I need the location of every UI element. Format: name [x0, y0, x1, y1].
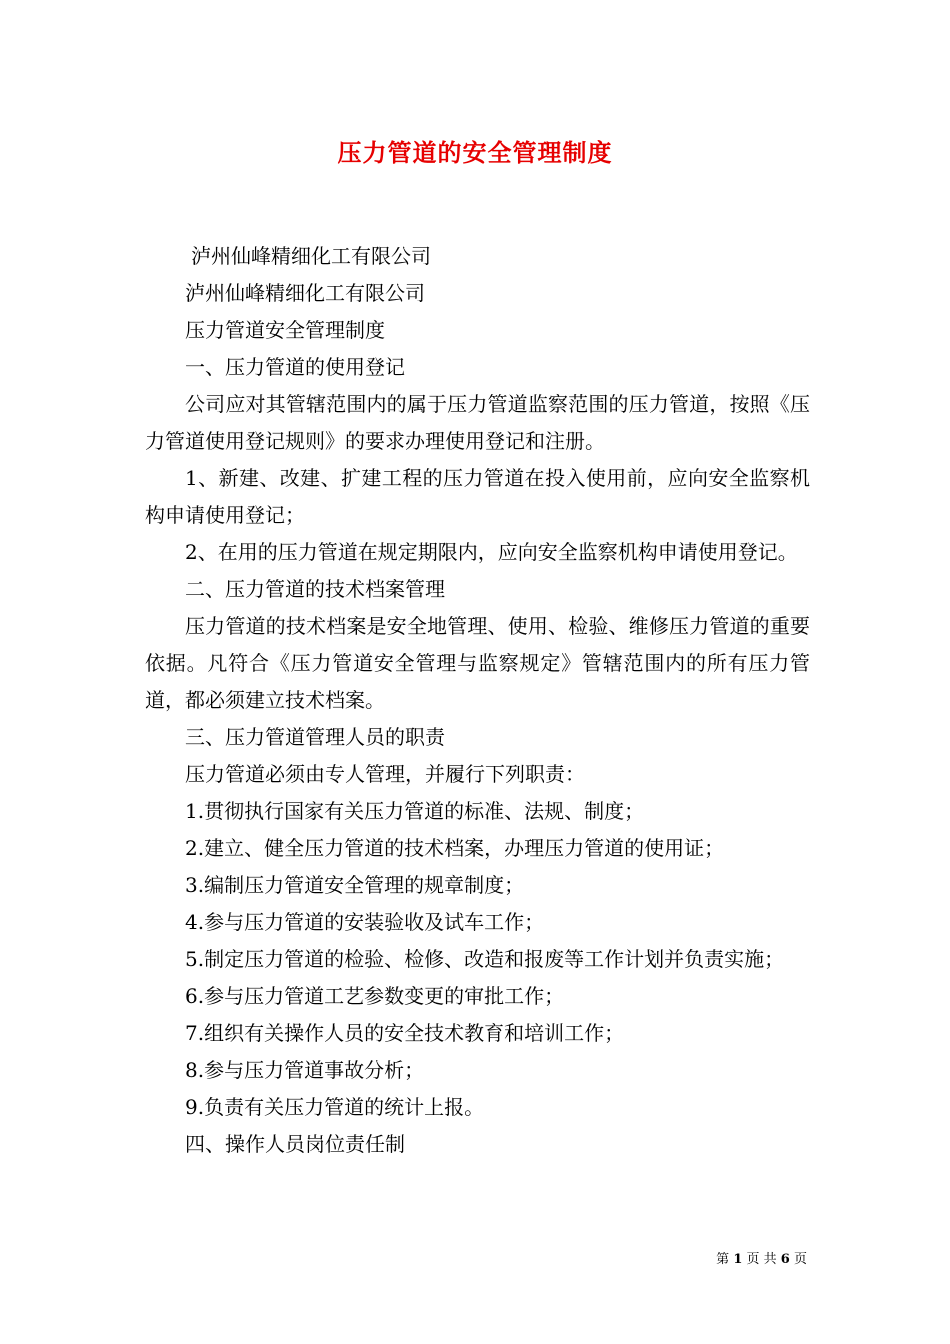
footer-prefix: 第: [716, 1252, 730, 1267]
section-heading-1: 一、压力管道的使用登记: [185, 355, 405, 379]
page-footer: [716, 1248, 807, 1267]
list-item: 6.参与压力管道工艺参数变更的审批工作；: [185, 984, 565, 1008]
list-item: 2.建立、健全压力管道的技术档案，办理压力管道的使用证；: [185, 836, 725, 860]
paragraph-subtitle: 压力管道安全管理制度: [185, 318, 385, 342]
list-item: 9.负责有关压力管道的统计上报。: [185, 1095, 485, 1119]
paragraph: 公司应对其管辖范围内的属于压力管道监察范围的压力管道，按照《压力管道使用登记规则》的要求办理使用登记和注册。: [145, 392, 810, 453]
list-item: 3.编制压力管道安全管理的规章制度；: [185, 873, 525, 897]
section-heading-4: 四、操作人员岗位责任制: [185, 1132, 405, 1156]
footer-suffix: 页: [793, 1252, 807, 1267]
section-heading-3: 三、压力管道管理人员的职责: [185, 725, 445, 749]
paragraph: 压力管道必须由专人管理，并履行下列职责：: [185, 762, 585, 786]
footer-page-total: 6: [780, 1252, 790, 1267]
paragraph: 1、新建、改建、扩建工程的压力管道在投入使用前，应向安全监察机构申请使用登记；: [145, 466, 810, 527]
list-item: 7.组织有关操作人员的安全技术教育和培训工作；: [185, 1021, 625, 1045]
document-body: [145, 238, 810, 1163]
list-item: 4.参与压力管道的安装验收及试车工作；: [185, 910, 545, 934]
list-item: 1.贯彻执行国家有关压力管道的标准、法规、制度；: [185, 799, 645, 823]
footer-page-current: 1: [733, 1252, 743, 1267]
section-heading-2: 二、压力管道的技术档案管理: [185, 577, 445, 601]
paragraph: 2、在用的压力管道在规定期限内，应向安全监察机构申请使用登记。: [185, 540, 798, 564]
footer-middle: 页 共: [746, 1252, 777, 1267]
list-item: 5.制定压力管道的检验、检修、改造和报废等工作计划并负责实施；: [185, 947, 785, 971]
document-title: 压力管道的安全管理制度: [337, 138, 613, 167]
paragraph: 压力管道的技术档案是安全地管理、使用、检验、维修压力管道的重要依据。凡符合《压力管道安全管理与监察规定》管辖范围内的所有压力管道，都必须建立技术档案。: [145, 614, 810, 712]
list-item: 8.参与压力管道事故分析；: [185, 1058, 425, 1082]
paragraph-company-name-repeat: 泸州仙峰精细化工有限公司: [185, 281, 425, 305]
paragraph-company-name: 泸州仙峰精细化工有限公司: [191, 244, 431, 268]
